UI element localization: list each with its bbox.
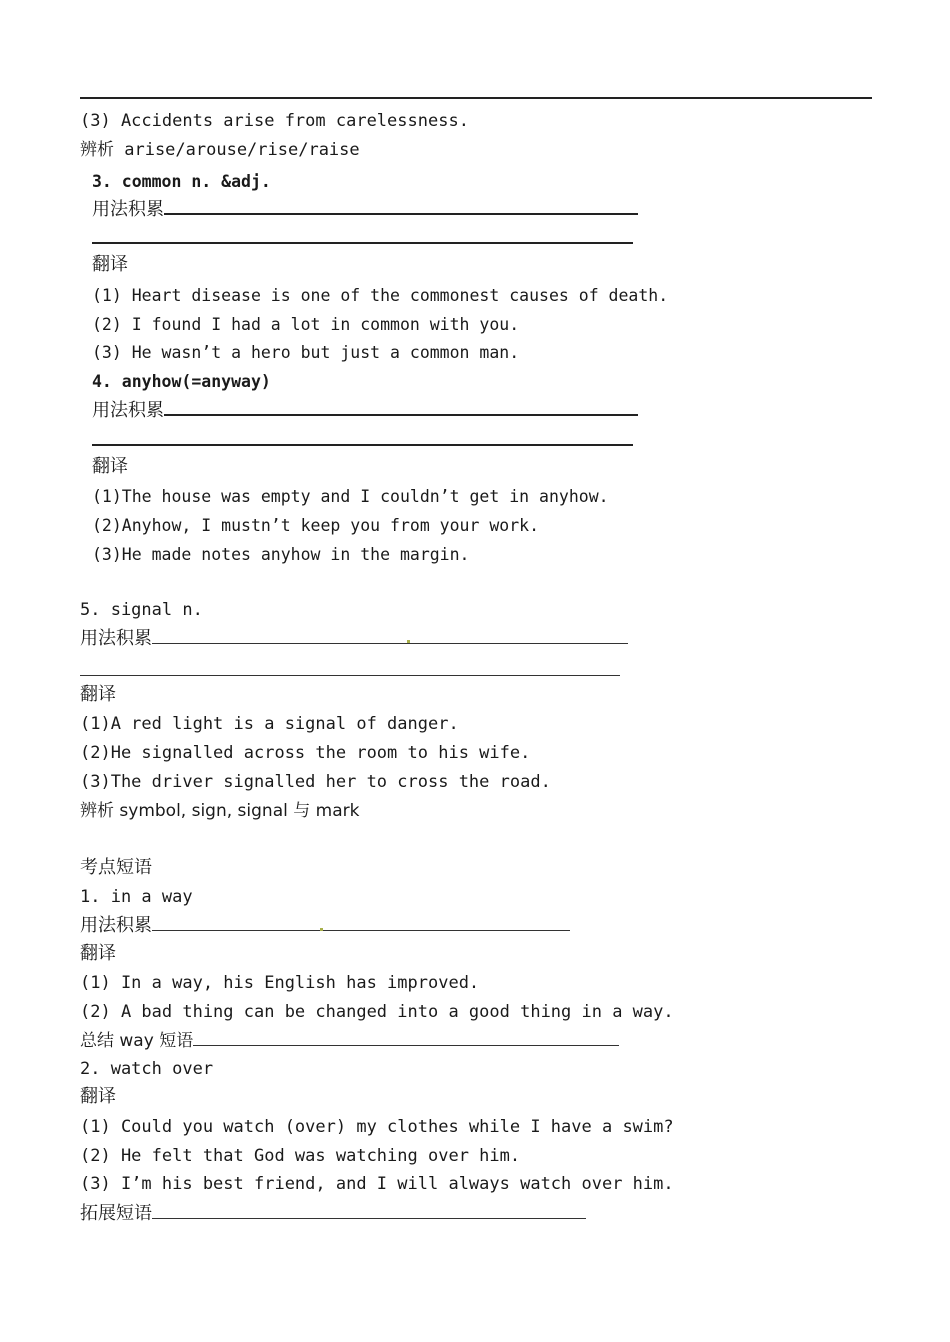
text-line: (1)A red light is a signal of danger. <box>80 714 459 734</box>
blank-marker <box>407 640 410 643</box>
text-line <box>80 800 359 822</box>
header-rule <box>80 97 872 99</box>
text-line: (2) A bad thing can be changed into a good thing in a way. <box>80 1002 674 1022</box>
fill-label: 用法积累 <box>80 915 152 936</box>
fill-in-line <box>80 914 570 937</box>
fill-in-line <box>92 398 638 422</box>
item-heading: 2. watch over <box>80 1059 214 1079</box>
text-line: (3) Accidents arise from carelessness. <box>80 111 469 131</box>
section-label: 翻译 <box>80 684 116 705</box>
text-line: (3)He made notes anyhow in the margin. <box>92 545 470 564</box>
text-line: (1) In a way, his English has improved. <box>80 973 480 993</box>
text-line: (2)Anyhow, I mustn’t keep you from your work. <box>92 516 540 535</box>
text-line: 辨析 arise/arouse/rise/raise <box>80 140 360 160</box>
section-label: 翻译 <box>80 943 116 964</box>
section-label: 翻译 <box>92 254 128 275</box>
answer-blank[interactable] <box>164 197 638 215</box>
answer-blank[interactable] <box>92 242 633 244</box>
answer-blank[interactable] <box>152 914 570 931</box>
fill-label: 拓展短语 <box>80 1203 152 1224</box>
text-line: (1) Heart disease is one of the commonest causes of death. <box>92 286 669 305</box>
text-line: (1)The house was empty and I couldn’t get in anyhow. <box>92 487 609 506</box>
section-label: 翻译 <box>80 1086 116 1107</box>
fill-label: 用法积累 <box>92 199 164 220</box>
fill-in-line <box>92 197 638 221</box>
text-line: (2) I found I had a lot in common with you. <box>92 315 520 334</box>
blank-marker <box>320 928 323 931</box>
item-heading: 1. in a way <box>80 887 193 907</box>
compare-text: 辨析 symbol, sign, signal 与 mark <box>80 801 360 821</box>
answer-blank[interactable] <box>92 444 633 446</box>
answer-blank[interactable] <box>80 675 620 676</box>
fill-label: 总结 way 短语 <box>80 1031 194 1051</box>
answer-blank[interactable] <box>152 1202 586 1219</box>
text-line: (3) I’m his best friend, and I will always watch over him. <box>80 1174 674 1194</box>
text-line: (3)The driver signalled her to cross the road. <box>80 772 551 792</box>
answer-blank[interactable] <box>152 627 628 644</box>
fill-in-line <box>80 1029 619 1052</box>
answer-blank[interactable] <box>164 398 638 416</box>
answer-blank[interactable] <box>193 1029 619 1046</box>
fill-label: 用法积累 <box>80 628 152 649</box>
item-heading: 3. common n. &adj. <box>92 172 271 191</box>
item-heading: 5. signal n. <box>80 600 203 620</box>
text-line: (1) Could you watch (over) my clothes while I have a swim? <box>80 1117 674 1137</box>
text-line: (3) He wasn’t a hero but just a common man. <box>92 343 520 362</box>
text-line: (2) He felt that God was watching over him. <box>80 1146 521 1166</box>
fill-in-line <box>80 1202 586 1225</box>
fill-in-line <box>80 627 628 650</box>
fill-label: 用法积累 <box>92 400 164 421</box>
section-label: 翻译 <box>92 456 128 477</box>
section-heading: 考点短语 <box>80 857 152 878</box>
text-line: (2)He signalled across the room to his wife. <box>80 743 531 763</box>
item-heading: 4. anyhow(=anyway) <box>92 372 271 391</box>
